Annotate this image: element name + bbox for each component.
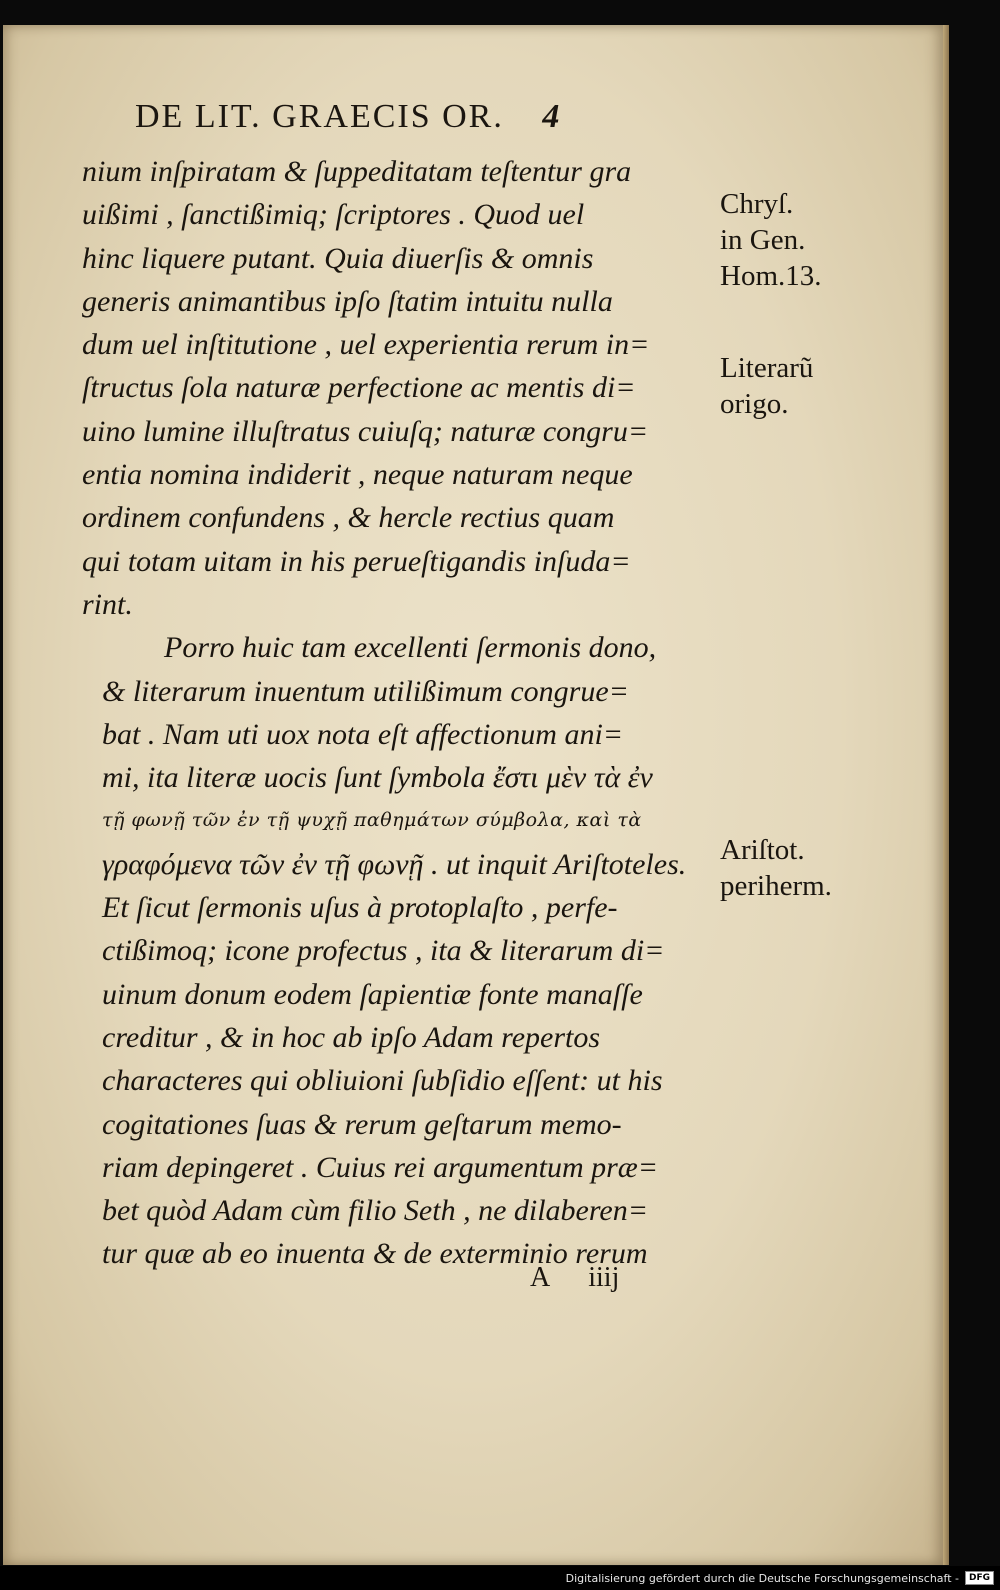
text-line: qui totam uitam in his perueſtigandis inſuda= xyxy=(82,544,631,578)
folio-number: 4 xyxy=(542,98,562,135)
signature-number: iiij xyxy=(588,1262,620,1293)
text-line: Et ſicut ſermonis uſus à protoplaſto , perfe- xyxy=(102,891,618,925)
text-line: rint. xyxy=(82,587,133,621)
margin-note-line: Chryſ. xyxy=(720,188,794,220)
main-text-block xyxy=(82,150,722,1276)
margin-note-line: in Gen. xyxy=(720,224,806,256)
text-line: γραφόμενα τῶν ἐν τῇ φωνῇ . ut inquit Ariſtoteles. xyxy=(102,847,687,881)
text-line: nium inſpiratam & ſuppeditatam teſtentur gra xyxy=(82,155,632,188)
text-line: uino lumine illuſtratus cuiuſq; naturæ congru= xyxy=(82,414,649,448)
margin-note-chrysostom xyxy=(720,186,900,294)
margin-note-line: Literarũ xyxy=(720,352,814,384)
signature-letter: A xyxy=(530,1262,551,1293)
margin-note-aristotle xyxy=(720,832,900,904)
text-line: bet quòd Adam cùm filio Seth , ne dilaberen= xyxy=(102,1194,648,1228)
text-line: ſtructus ſola naturæ perfectione ac mentis di= xyxy=(82,371,636,405)
text-line: dum uel inſtitutione , uel experientia rerum in= xyxy=(82,328,650,362)
margin-note-line: Ariſtot. xyxy=(720,834,805,866)
paragraph-first-line: Porro huic tam excellenti ſermonis dono, xyxy=(164,631,657,665)
text-line: uißimi , ſanctißimiq; ſcriptores . Quod uel xyxy=(82,198,585,232)
text-line: mi, ita literæ uocis ſunt ſymbola ἔστι μὲν τὰ ἐν xyxy=(102,761,653,795)
text-line: uinum donum eodem ſapientiæ fonte manaſſe xyxy=(102,977,643,1011)
running-head xyxy=(135,98,695,136)
text-line: cogitationes ſuas & rerum geſtarum memo- xyxy=(102,1107,622,1141)
text-line: riam depingeret . Cuius rei argumentum præ= xyxy=(102,1150,659,1184)
footer-credit: Digitalisierung gefördert durch die Deutsche Forschungsgemeinschaft - xyxy=(565,1571,959,1585)
text-line: hinc liquere putant. Quia diuerſis & omnis xyxy=(82,241,594,275)
dfg-logo-icon: DFG xyxy=(965,1571,994,1585)
text-line: characteres qui obliuioni ſubſidio eſſent: ut his xyxy=(102,1064,663,1098)
footer-bar xyxy=(0,1566,1000,1590)
margin-note-origin xyxy=(720,350,900,422)
text-line: & literarum inuentum utilißimum congrue= xyxy=(102,674,629,708)
text-line: creditur , & in hoc ab ipſo Adam repertos xyxy=(102,1020,601,1054)
text-line: tur quæ ab eo inuenta & de exterminio rerum xyxy=(102,1237,648,1271)
text-line: ctißimoq; icone profectus , ita & literarum di= xyxy=(102,934,665,968)
page-edge xyxy=(943,25,949,1565)
text-line: entia nomina indiderit , neque naturam neque xyxy=(82,458,633,492)
text-line: bat . Nam uti uox nota eſt affectionum ani= xyxy=(102,717,624,751)
running-head-title: DE LIT. GRAECIS OR. xyxy=(135,98,504,135)
text-line: generis animantibus ipſo ſtatim intuitu nulla xyxy=(82,284,613,318)
greek-quotation-line: τῇ φωνῇ τῶν ἐν τῇ ψυχῇ παθημάτων σύμβολα, καὶ τὰ xyxy=(102,809,642,832)
margin-note-line: periherm. xyxy=(720,870,832,902)
margin-note-line: Hom.13. xyxy=(720,260,822,292)
signature-mark xyxy=(530,1262,657,1294)
text-line: ordinem confundens , & hercle rectius quam xyxy=(82,501,615,535)
margin-note-line: origo. xyxy=(720,388,789,420)
